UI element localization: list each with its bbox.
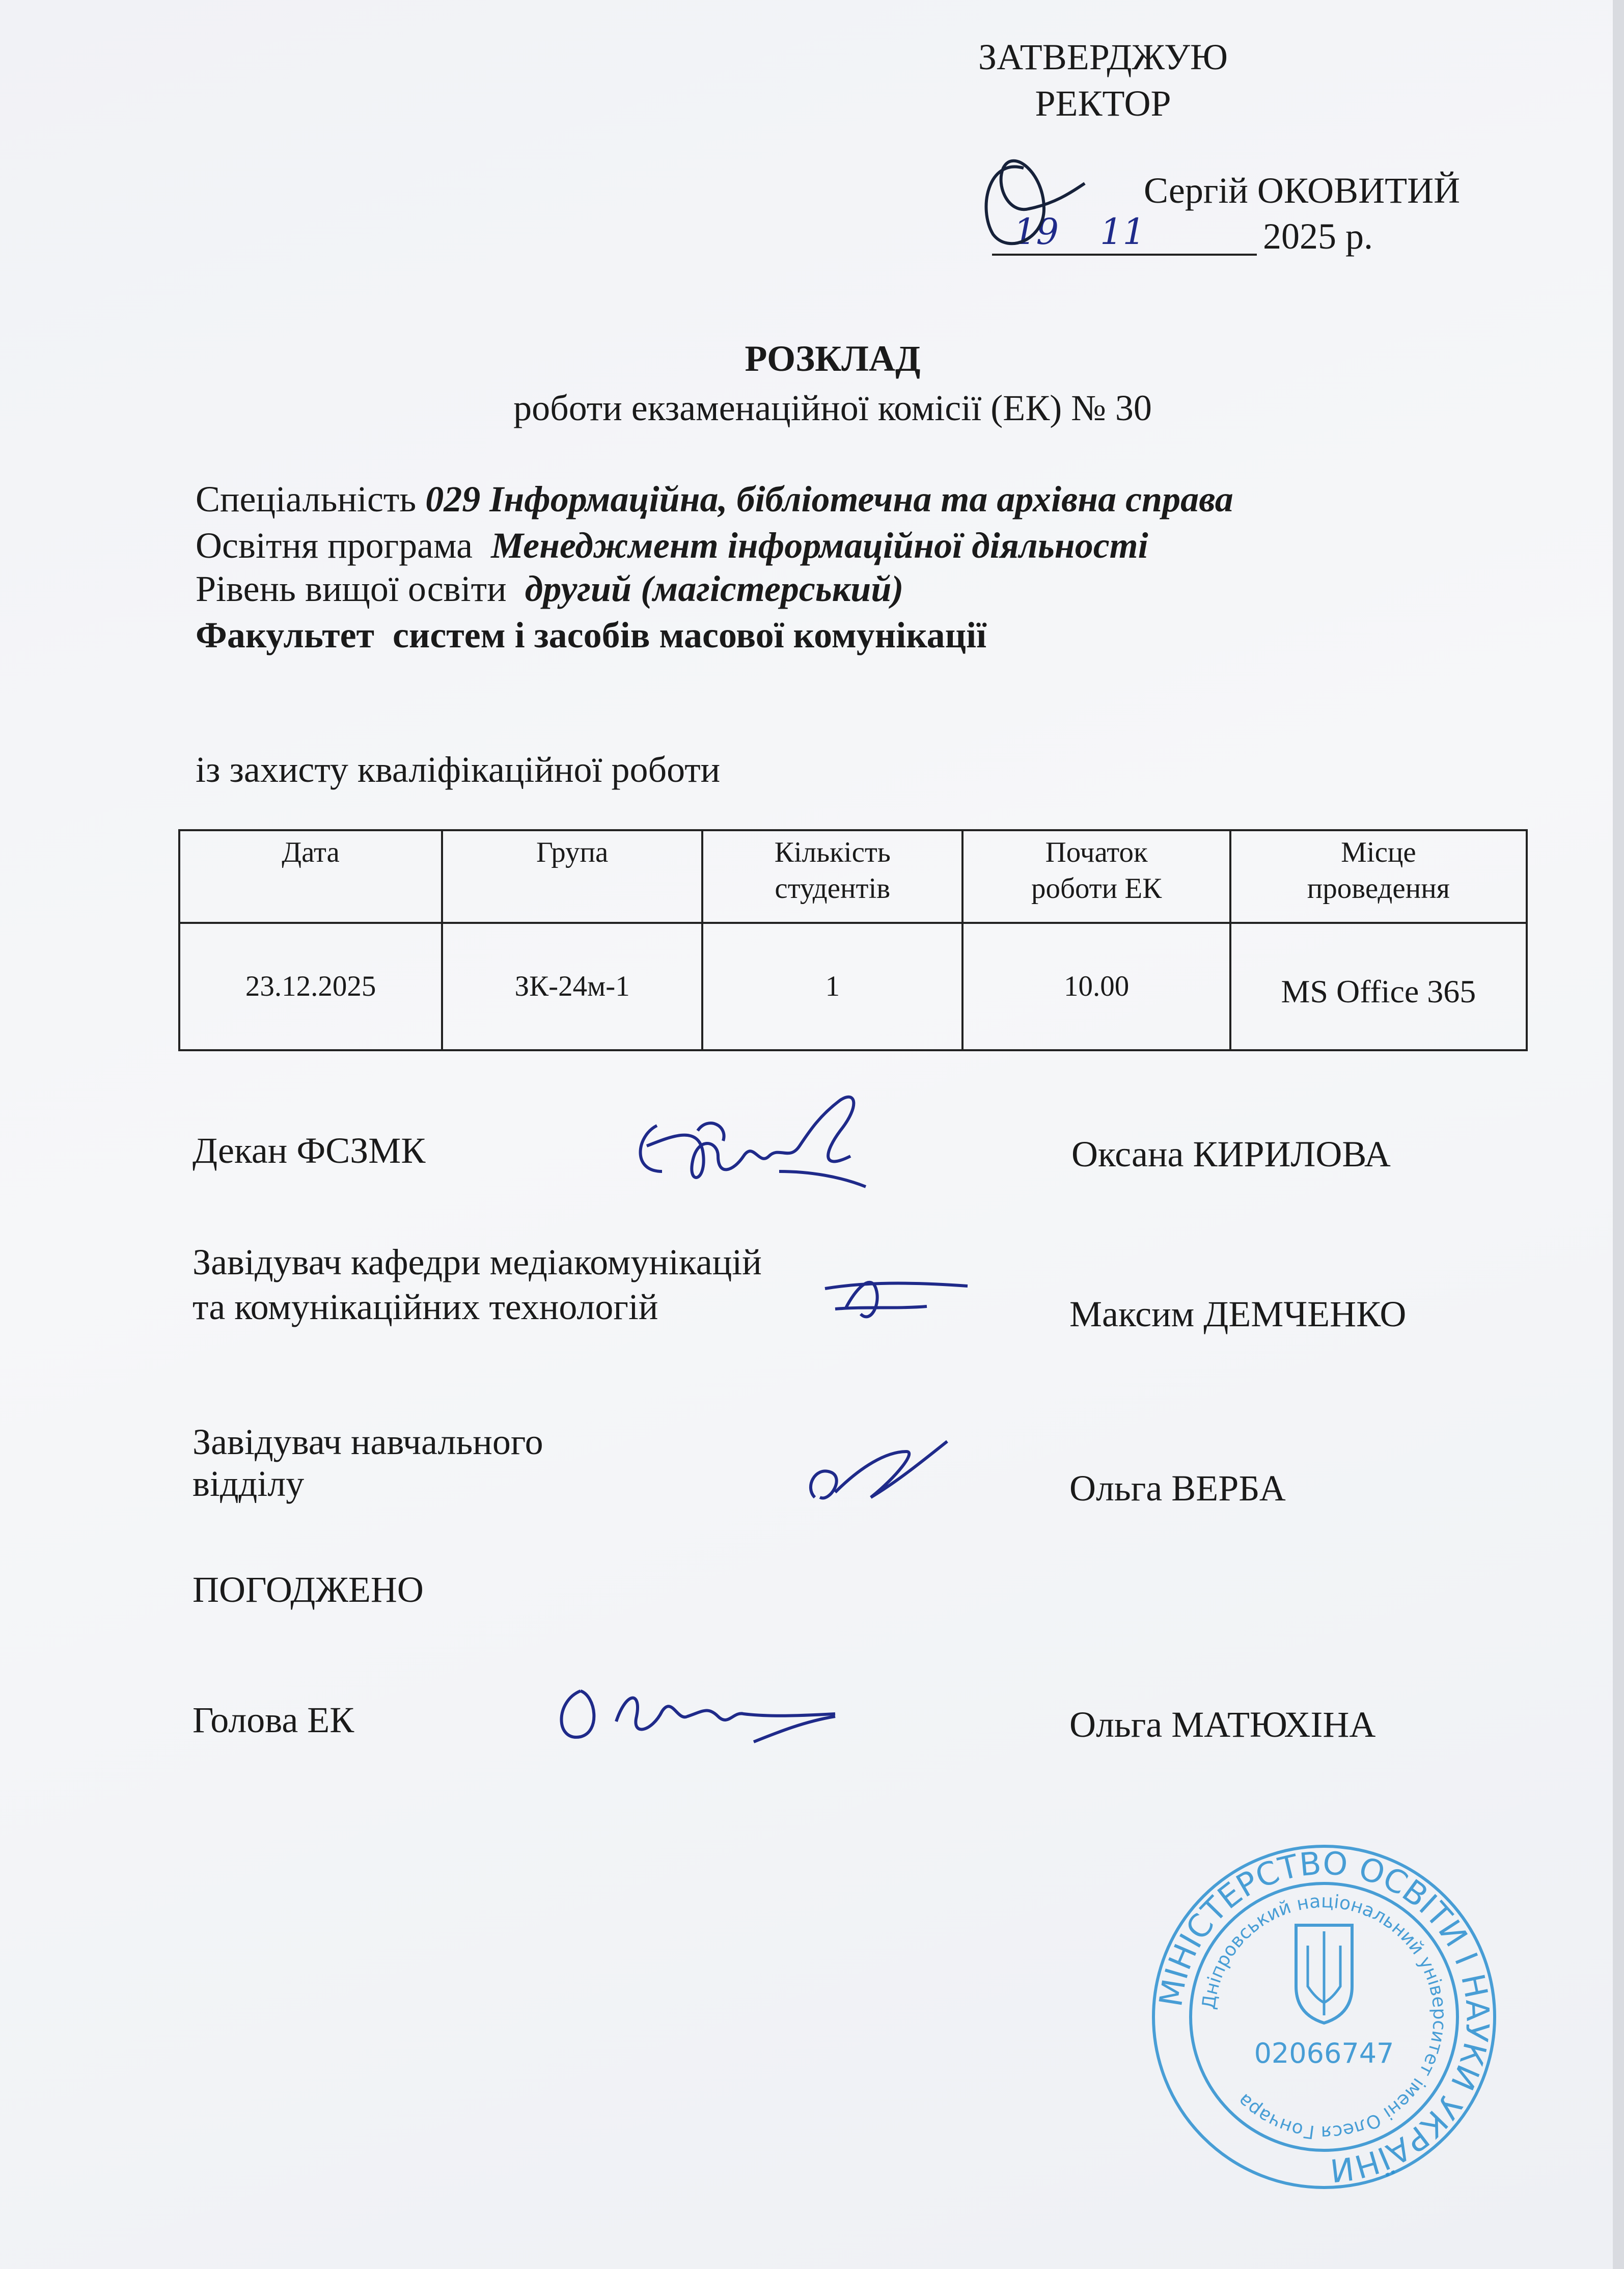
rector-name: Сергій ОКОВИТИЙ	[1144, 170, 1461, 211]
level-line	[196, 570, 903, 607]
schedule-table	[178, 829, 1528, 1051]
level-label: Рівень вищої освіти	[196, 568, 507, 609]
document-title: РОЗКЛАД	[745, 338, 921, 379]
faculty-line	[196, 617, 986, 653]
page-edge-shadow	[1613, 0, 1624, 2269]
agreed-label: ПОГОДЖЕНО	[192, 1569, 424, 1610]
dean-signature	[626, 1070, 912, 1212]
date-year: 2025 р.	[1263, 216, 1373, 257]
dept-head-role-line1: Завідувач кафедри медіакомунікацій	[192, 1242, 762, 1282]
table-row	[179, 923, 1527, 1050]
chair-role: Голова ЕК	[192, 1700, 354, 1740]
specialty-value: 029 Інформаційна, бібліотечна та архівна справа	[425, 479, 1233, 520]
header-place: Місце проведення	[1230, 830, 1527, 923]
purpose-text: із захисту кваліфікаційної роботи	[196, 749, 721, 790]
cell-place: MS Office 365	[1230, 923, 1527, 1050]
faculty-label: Факультет	[196, 615, 374, 655]
cell-group: ЗК-24м-1	[442, 923, 702, 1050]
program-label: Освітня програма	[196, 525, 473, 566]
program-line	[196, 527, 1148, 564]
approval-position: РЕКТОР	[1035, 83, 1171, 124]
dept-head-signature	[815, 1258, 978, 1339]
document-subtitle: роботи екзаменаційної комісії (ЕК) № 30	[513, 388, 1152, 428]
approval-title: ЗАТВЕРДЖУЮ	[978, 37, 1228, 77]
dept-head-role-line2: та комунікаційних технологій	[192, 1287, 658, 1327]
faculty-value: систем і засобів масової комунікації	[392, 615, 987, 655]
header-start: Початок роботи ЕК	[962, 830, 1230, 923]
date-month: 11	[1100, 211, 1146, 253]
stamp-code: 02066747	[1254, 2037, 1394, 2069]
header-group: Група	[442, 830, 702, 923]
header-date: Дата	[179, 830, 442, 923]
edu-head-role-line2: відділу	[192, 1463, 305, 1504]
edu-head-signature	[794, 1431, 957, 1518]
dean-role: Декан ФСЗМК	[192, 1130, 426, 1171]
dept-head-name: Максим ДЕМЧЕНКО	[1069, 1294, 1407, 1334]
table-header-row	[179, 830, 1527, 923]
chair-signature	[550, 1671, 856, 1783]
official-stamp	[1151, 1844, 1497, 2190]
rector-signature	[968, 138, 1120, 265]
cell-date: 23.12.2025	[179, 923, 442, 1050]
level-value: другий (магістерський)	[525, 568, 904, 609]
dean-name: Оксана КИРИЛОВА	[1071, 1134, 1391, 1174]
program-value: Менеджмент інформаційної діяльності	[491, 525, 1148, 566]
stamp-inner-text: Дніпровський національний університет імені Олеся Гончара	[1198, 1891, 1450, 2143]
specialty-label: Спеціальність	[196, 479, 417, 520]
stamp-outer-text: МІНІСТЕРСТВО ОСВІТИ І НАУКИ УКРАЇНИ	[1151, 1844, 1497, 2190]
edu-head-name: Ольга ВЕРБА	[1069, 1468, 1286, 1509]
header-students: Кількість студентів	[702, 830, 962, 923]
chair-name: Ольга МАТЮХІНА	[1069, 1704, 1376, 1745]
date-day: 19	[1013, 211, 1059, 253]
cell-students: 1	[702, 923, 962, 1050]
edu-head-role-line1: Завідувач навчального	[192, 1421, 543, 1462]
specialty-line	[196, 479, 1233, 520]
cell-start: 10.00	[962, 923, 1230, 1050]
